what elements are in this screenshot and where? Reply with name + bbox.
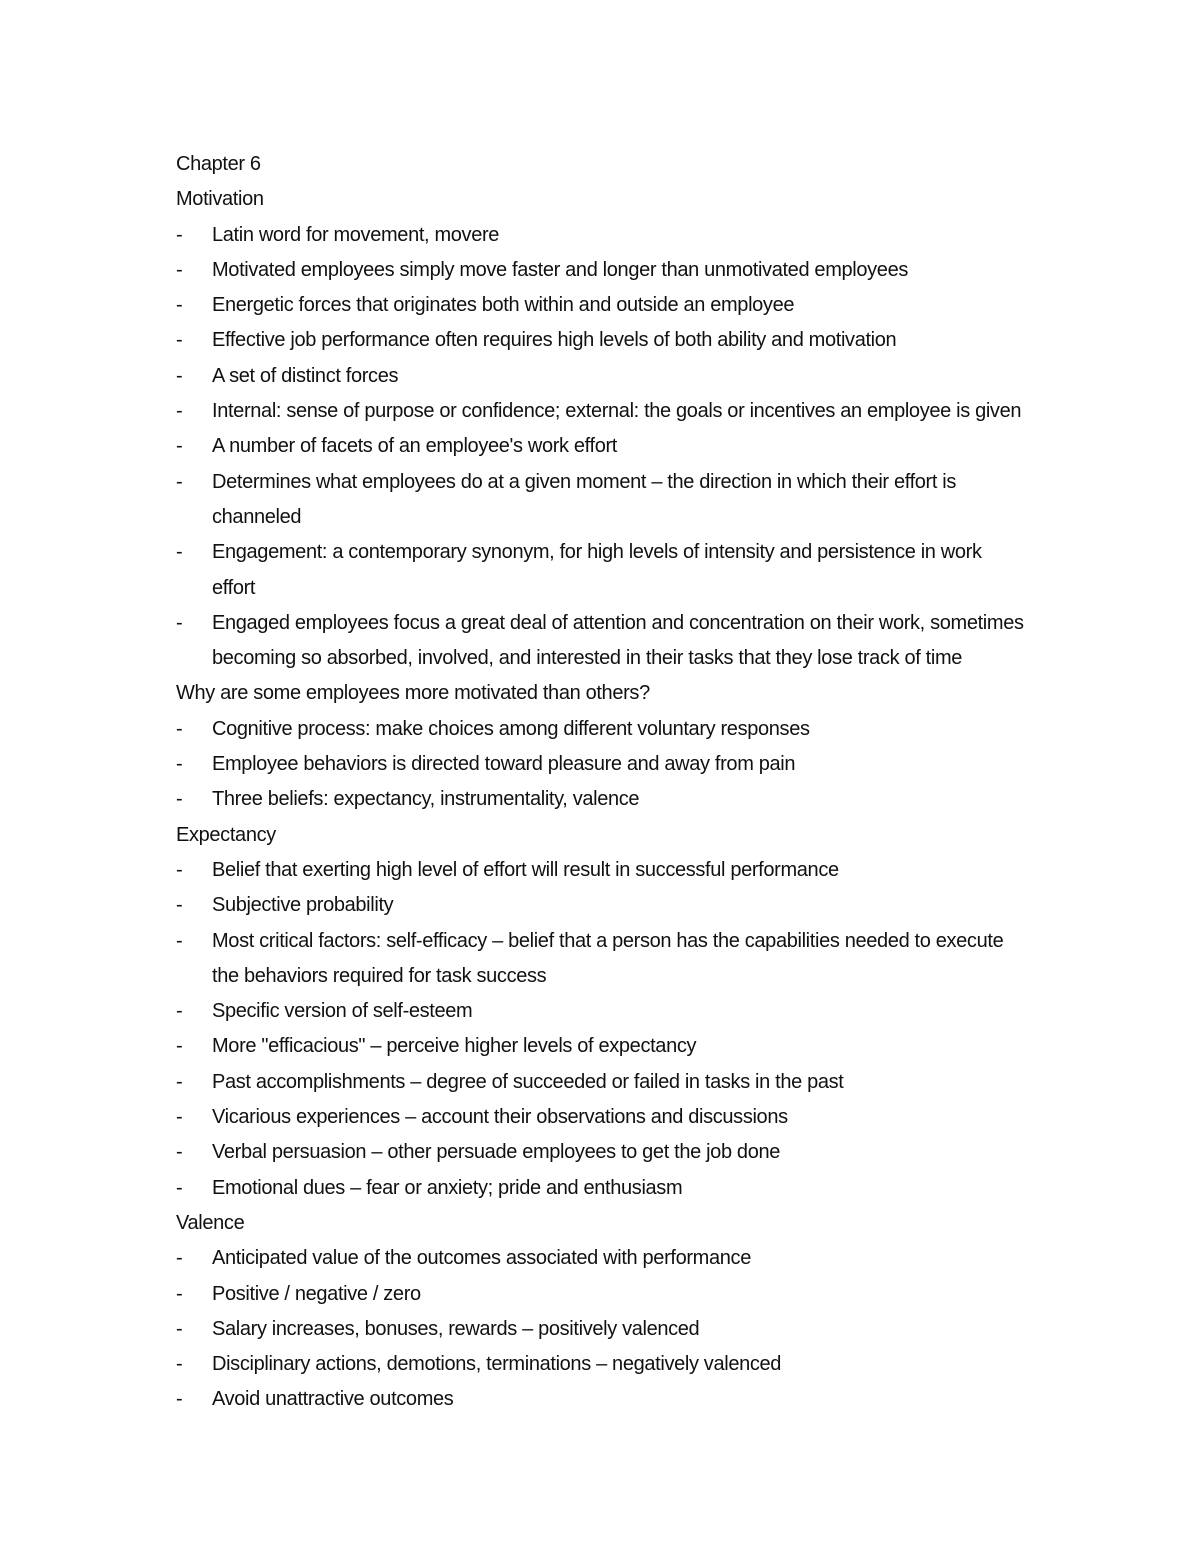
bullet-item [176, 994, 1036, 1029]
bullet-item [176, 1241, 1036, 1276]
bullet-text: Subjective probability [212, 894, 394, 917]
bullet-text: Motivated employees simply move faster and longer than unmotivated employees [212, 258, 908, 281]
bullet-item [176, 218, 1036, 253]
bullet-marker: - [176, 400, 183, 423]
bullet-marker: - [176, 1388, 183, 1411]
bullet-marker: - [176, 223, 183, 246]
bullet-text: Emotional dues – fear or anxiety; pride and enthusiasm [212, 1176, 683, 1199]
bullet-text: Salary increases, bonuses, rewards – positively valenced [212, 1317, 700, 1340]
bullet-marker: - [176, 258, 183, 281]
bullet-text: Energetic forces that originates both within and outside an employee [212, 294, 795, 317]
bullet-marker: - [176, 894, 183, 917]
bullet-item [176, 712, 1036, 747]
bullet-text: Anticipated value of the outcomes associated with performance [212, 1247, 751, 1270]
bullet-marker: - [176, 364, 183, 387]
bullet-item [176, 1312, 1036, 1347]
bullet-marker: - [176, 1317, 183, 1340]
bullet-item [176, 359, 1036, 394]
bullet-item [176, 747, 1036, 782]
bullet-text: Employee behaviors is directed toward pleasure and away from pain [212, 753, 796, 776]
bullet-item [176, 606, 1036, 677]
section-heading: Chapter 6 [176, 153, 261, 175]
bullet-item [176, 1382, 1036, 1417]
bullet-marker: - [176, 717, 183, 740]
bullet-item [176, 1277, 1036, 1312]
bullet-text: Latin word for movement, movere [212, 223, 500, 246]
bullet-marker: - [176, 788, 183, 811]
bullet-marker: - [176, 1176, 183, 1199]
bullet-marker: - [176, 753, 183, 776]
bullet-item [176, 253, 1036, 288]
bullet-marker: - [176, 1070, 183, 1093]
document-body [176, 147, 1036, 1418]
bullet-text: Most critical factors: self-efficacy – belief that a person has the capabilities needed to execute the behaviors required for task success [212, 929, 1004, 987]
bullet-marker: - [176, 929, 183, 952]
bullet-text: Internal: sense of purpose or confidence; external: the goals or incentives an employee is given [212, 400, 1022, 423]
bullet-text: Disciplinary actions, demotions, terminations – negatively valenced [212, 1353, 782, 1376]
bullet-item [176, 394, 1036, 429]
bullet-text: Three beliefs: expectancy, instrumentality, valence [212, 788, 640, 811]
bullet-item [176, 1100, 1036, 1135]
bullet-text: A set of distinct forces [212, 364, 399, 387]
bullet-marker: - [176, 1353, 183, 1376]
section-heading: Expectancy [176, 823, 276, 846]
bullet-item [176, 429, 1036, 464]
bullet-item [176, 924, 1036, 995]
bullet-text: Past accomplishments – degree of succeeded or failed in tasks in the past [212, 1070, 844, 1093]
bullet-item [176, 1347, 1036, 1382]
bullet-marker: - [176, 1282, 183, 1305]
bullet-item [176, 888, 1036, 923]
bullet-marker: - [176, 1035, 183, 1058]
bullet-text: Specific version of self-esteem [212, 1000, 473, 1023]
bullet-text: Cognitive process: make choices among different voluntary responses [212, 717, 810, 740]
bullet-item [176, 535, 1036, 606]
bullet-item [176, 1065, 1036, 1100]
bullet-item [176, 1029, 1036, 1064]
bullet-marker: - [176, 294, 183, 317]
bullet-text: Positive / negative / zero [212, 1282, 421, 1305]
bullet-marker: - [176, 1000, 183, 1023]
bullet-marker: - [176, 435, 183, 458]
bullet-text: A number of facets of an employee's work effort [212, 435, 617, 458]
bullet-item [176, 323, 1036, 358]
bullet-text: Vicarious experiences – account their observations and discussions [212, 1106, 788, 1129]
bullet-text: Engaged employees focus a great deal of attention and concentration on their work, sometimes becoming so absorbed, involved, and interested in their tasks that they lose track of time [212, 611, 1024, 670]
bullet-text: Belief that exerting high level of effort will result in successful performance [212, 858, 839, 881]
bullet-text: More "efficacious" – perceive higher levels of expectancy [212, 1035, 697, 1058]
bullet-item [176, 288, 1036, 323]
bullet-marker: - [176, 329, 183, 352]
bullet-item [176, 465, 1036, 536]
bullet-marker: - [176, 611, 183, 634]
bullet-marker: - [176, 541, 183, 564]
section-heading: Why are some employees more motivated than others? [176, 682, 650, 705]
bullet-item [176, 853, 1036, 888]
bullet-marker: - [176, 1141, 183, 1164]
bullet-marker: - [176, 470, 183, 493]
bullet-marker: - [176, 1106, 183, 1129]
section-heading: Motivation [176, 188, 264, 211]
bullet-marker: - [176, 1247, 183, 1270]
bullet-marker: - [176, 858, 183, 881]
bullet-item [176, 782, 1036, 817]
bullet-item [176, 1171, 1036, 1206]
bullet-text: Avoid unattractive outcomes [212, 1388, 454, 1411]
bullet-text: Engagement: a contemporary synonym, for high levels of intensity and persistence in work effort [212, 541, 982, 599]
bullet-text: Determines what employees do at a given moment – the direction in which their effort is channeled [212, 470, 957, 528]
bullet-text: Verbal persuasion – other persuade employees to get the job done [212, 1141, 781, 1164]
section-heading: Valence [176, 1211, 245, 1234]
bullet-item [176, 1135, 1036, 1170]
bullet-text: Effective job performance often requires high levels of both ability and motivation [212, 329, 897, 352]
